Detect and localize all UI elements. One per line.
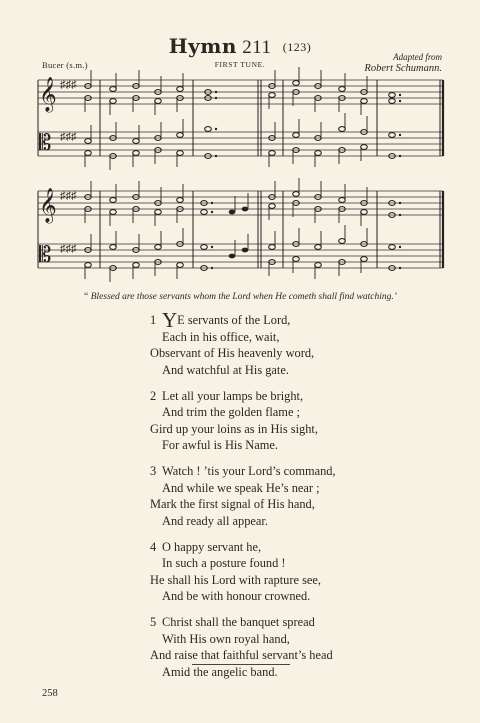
verse-line: For awful is His Name. (162, 438, 278, 453)
hymn-number: 211 (242, 37, 272, 58)
epigraph: “ Blessed are those servants whom the Lord when He cometh shall find watching.’ (83, 292, 397, 302)
verse-line: In such a posture found ! (162, 556, 286, 571)
key-signature-icon: ♯♯♯ (60, 131, 77, 143)
verse-line: He shall his Lord with rapture see, (150, 572, 322, 587)
verse-line: With His own royal hand, (162, 631, 290, 646)
tune-label: FIRST TUNE. (214, 60, 266, 69)
verse-line: 4 O happy servant he, (150, 539, 262, 554)
music-score (0, 0, 480, 290)
alto-clef-icon: 𝄡 (39, 243, 52, 268)
verse-number: 5 (150, 615, 157, 630)
verse-number: 3 (150, 464, 157, 479)
verse-5 (150, 614, 336, 680)
filled-notes-2 (211, 202, 401, 269)
key-signature-icon: ♯♯♯ (60, 190, 77, 202)
verse-line: And while we speak He’s near ; (162, 480, 320, 495)
verse-line: 1 YE servants of the Lord, (150, 308, 291, 332)
verse-line: 2 Let all your lamps be bright, (150, 388, 304, 403)
verse-line: Amid the angelic band. (162, 665, 278, 680)
note-stems-1 (85, 67, 367, 170)
treble-staff-2 (38, 191, 443, 215)
verse-line: Each in his office, wait, (162, 329, 280, 344)
treble-clef-icon: 𝄞 (39, 77, 57, 112)
verse-number: 1 (150, 313, 157, 327)
page-number: 258 (42, 688, 58, 699)
treble-staff-1 (38, 80, 443, 104)
verse-4 (150, 539, 336, 605)
verse-2 (150, 388, 336, 454)
alt-hymn-number: (123) (282, 40, 312, 54)
verse-line: Mark the first signal of His hand, (150, 497, 315, 512)
composer-name: Robert Schumann. (364, 63, 442, 74)
verse-line: And trim the golden flame ; (162, 405, 300, 420)
verse-line: 3 Watch ! ’tis your Lord’s command, (150, 464, 336, 479)
treble-clef-icon: 𝄞 (39, 188, 57, 223)
verse-1 (150, 308, 336, 378)
hymn-verses (150, 308, 336, 690)
verse-number: 2 (150, 388, 157, 403)
staff-system-2 (38, 178, 443, 282)
verse-line: Observant of His heavenly word, (150, 346, 315, 361)
verse-line: 5 Christ shall the banquet spread (150, 615, 315, 630)
verse-number: 4 (150, 539, 157, 554)
verse-3 (150, 463, 336, 529)
hymn-word: Hymn (168, 34, 237, 58)
closing-rule (192, 664, 290, 665)
verse-line: And raise that faithful servant’s head (150, 648, 333, 663)
drop-cap: Y (162, 308, 178, 332)
alto-clef-icon: 𝄡 (39, 131, 52, 156)
key-signature-icon: ♯♯♯ (60, 79, 77, 91)
adapted-from-label: Adapted from (393, 52, 442, 62)
notes-system-2 (85, 192, 396, 271)
key-signature-icon: ♯♯♯ (60, 243, 77, 255)
staff-system-1 (38, 67, 443, 170)
note-stems-2 (85, 178, 367, 282)
bass-staff-2 (38, 244, 443, 268)
bass-staff-1 (38, 132, 443, 156)
verse-line: And be with honour crowned. (162, 589, 311, 604)
verse-line: And ready all appear. (162, 513, 268, 528)
verse-line: And watchful at His gate. (162, 362, 289, 377)
verse-line: Gird up your loins as in His sight, (150, 421, 318, 436)
tune-name: Bucer (s.m.) (42, 60, 88, 70)
